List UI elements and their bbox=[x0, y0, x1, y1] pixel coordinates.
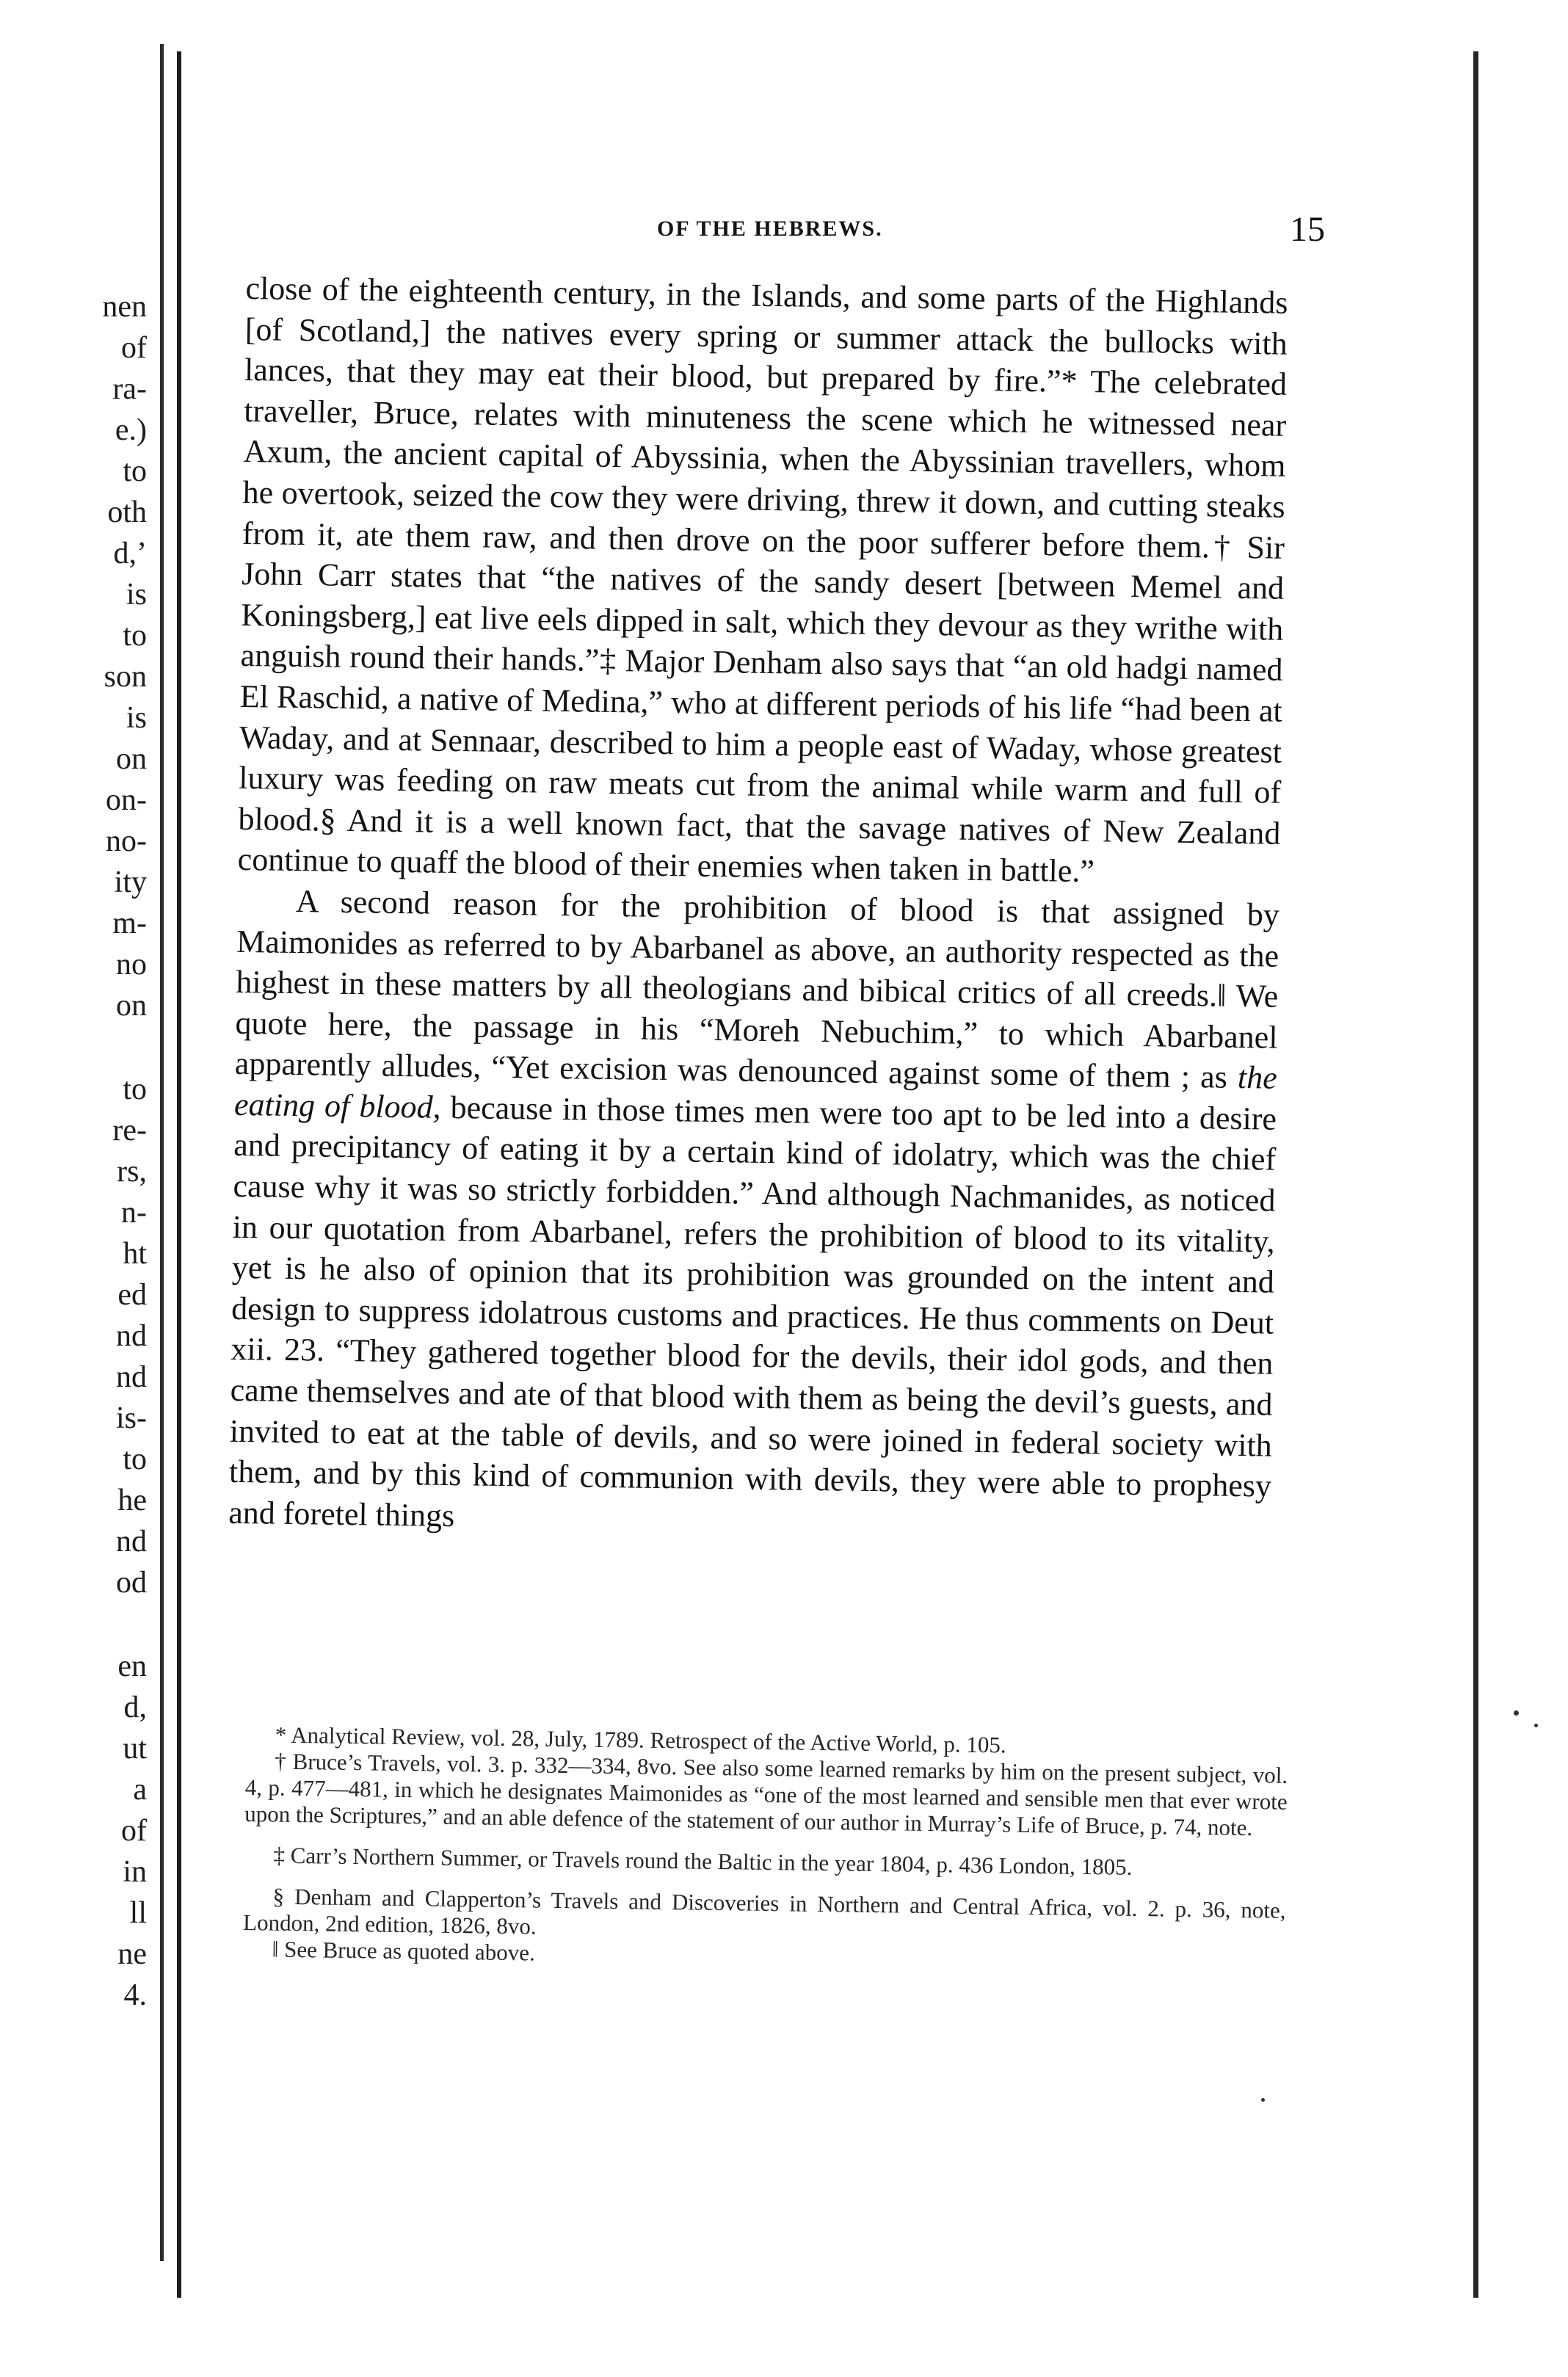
italic-phrase: the eating of blood, bbox=[233, 1059, 1278, 1125]
footnote: * Analytical Review, vol. 28, July, 1789. Retrospect of the Active World, p. 105. bbox=[275, 1721, 1006, 1758]
left-page-fragment: 4. bbox=[123, 1978, 147, 2012]
left-page-fragment: d, bbox=[123, 1691, 147, 1724]
left-page-fragment: no- bbox=[106, 824, 147, 858]
left-page-fragment: no bbox=[116, 948, 147, 981]
footnote: † Bruce’s Travels, vol. 3. p. 332—334, 8vo. See also some learned remarks by him on the present subject, vol. 4, p. 477—481, in which he designates Maimonides as “one of the most learned and sensible men that ever wrote upon the Scriptures,” and an able defence of the statement of our author in Murray’s Life of Bruce, p. 74, note. bbox=[244, 1748, 1288, 1841]
footnote: § Denham and Clapperton’s Travels and Discoveries in Northern and Central Africa, vol. 2. p. 36, note, London, 2nd edition, 1826, 8vo. bbox=[242, 1883, 1286, 1939]
left-page-fragment: to bbox=[123, 1073, 147, 1106]
left-page-fragment: n- bbox=[121, 1196, 147, 1230]
paragraph: close of the eighteenth century, in the Islands, and some parts of the Highlands [of Scotland,] the natives every spring or summer attack the bullocks with lances, that they may eat their blood, but prepared by fire.”* The celebrated traveller, Bruce, relates with minuteness the scene which he witnessed near Axum, the ancient capital of Abyssinia, when the Abyssinian travellers, whom he overtook, seized the cow they were driving, threw it down, and cutting steaks from it, ate them raw, and then drove on the poor sufferer before them.† Sir John Carr states that “the natives of the sandy desert [between Memel and Koningsberg,] eat live eels dipped in salt, which they devour as they writhe with anguish round their hands.”‡ Major Denham also says that “an old hadgi named El Raschid, a native of Medina,” who at different periods of his life “had been at Waday, and at Sennaar, described to him a people east of Waday, whose greatest luxury was feeding on raw meats cut from the animal while warm and full of blood.§ And it is a well known fact, that the savage natives of New Zealand continue to quaff the blood of their enemies when taken in battle.” bbox=[237, 269, 1288, 890]
main-text bbox=[228, 268, 1288, 1547]
left-page-fragment: ed bbox=[117, 1278, 147, 1312]
scan-speck bbox=[1514, 1710, 1519, 1716]
left-page-fragment: rs, bbox=[117, 1155, 147, 1188]
left-page-fragment: d,’ bbox=[113, 537, 147, 570]
left-page-fragment: ht bbox=[123, 1237, 147, 1271]
left-page-fragment: he bbox=[117, 1484, 147, 1517]
left-page-fragment: in bbox=[123, 1855, 147, 1889]
scan-speck bbox=[1534, 1724, 1538, 1727]
left-page-fragment: m- bbox=[112, 907, 147, 940]
scan-speck bbox=[1261, 2098, 1265, 2102]
left-page-fragment: ity bbox=[114, 865, 147, 899]
left-page-fragment: oth bbox=[107, 496, 147, 529]
left-page-fragment: nd bbox=[116, 1525, 147, 1558]
left-page-fragment: is- bbox=[116, 1401, 147, 1435]
left-page-fragment: is bbox=[126, 578, 147, 612]
left-page-fragment: e.) bbox=[115, 413, 147, 447]
left-page-fragment: of bbox=[121, 331, 147, 365]
page-number: 15 bbox=[1290, 210, 1325, 249]
left-page-fragment: re- bbox=[112, 1114, 147, 1147]
left-page-fragment: of bbox=[121, 1814, 147, 1848]
left-page-fragment: to bbox=[123, 1442, 147, 1476]
left-page-fragment: on- bbox=[106, 783, 147, 817]
left-page-fragment: is bbox=[126, 701, 147, 735]
left-page-fragment: on bbox=[116, 989, 147, 1023]
left-page-fragment: od bbox=[116, 1566, 147, 1600]
footnote: ‡ Carr’s Northern Summer, or Travels round the Baltic in the year 1804, p. 436 London, 1805. bbox=[273, 1842, 1133, 1880]
paragraph-text: A second reason for the prohibition of blood is that assigned by Maimonides as referred to by Abarbanel as above, an authority respected as the highest in these matters by all theologians and bibical critics of all creeds.‖ We quote here, the passage in his “Moreh Nebuchim,” to which Abarbanel apparently alludes, “Yet excision was denounced against some of them ; as bbox=[234, 882, 1280, 1096]
footnote: ‖ See Bruce as quoted above. bbox=[272, 1936, 536, 1966]
left-page-fragment: to bbox=[123, 454, 147, 488]
left-page-fragment: to bbox=[123, 619, 147, 653]
left-page-edge bbox=[0, 44, 164, 2261]
left-page-fragment: nen bbox=[102, 290, 147, 324]
left-page-fragment: ut bbox=[123, 1732, 147, 1765]
paragraph-text: because in those times men were too apt to be led into a desire and precipitancy of eating it by a certain kind of idolatry, which was the chief cause why it was so strictly forbidden.” And although Nachmanides, as noticed in our quotation from Abarbanel, refers the prohibition of blood to its vitality, yet is he also of opinion that its prohibition was grounded on the intent and design to suppress idolatrous customs and practices. He thus comments on Deut xii. 23. “They gathered together blood for the devils, their idol gods, and then came themselves and ate of that blood with them as being the devil’s guests, and invited to eat at the table of devils, and so were joined in federal society with them, and by this kind of communion with devils, they were able to prophesy and foretel things bbox=[228, 1089, 1277, 1534]
left-page-fragment: a bbox=[133, 1773, 147, 1807]
paragraph bbox=[228, 880, 1280, 1547]
footnotes bbox=[242, 1721, 1288, 1977]
left-page-fragment: ll bbox=[129, 1896, 147, 1930]
left-page-fragment: nd bbox=[116, 1319, 147, 1353]
left-page-fragment: en bbox=[117, 1650, 147, 1683]
left-page-fragment: ne bbox=[117, 1937, 147, 1971]
running-header bbox=[246, 209, 1325, 261]
running-title: OF THE HEBREWS. bbox=[657, 217, 883, 241]
left-page-fragment: ra- bbox=[112, 372, 147, 406]
left-page-fragment: nd bbox=[116, 1360, 147, 1394]
left-page-text-fragments bbox=[0, 286, 147, 2016]
left-page-fragment: son bbox=[104, 660, 147, 694]
book-gutter bbox=[164, 29, 177, 2290]
left-page-fragment: on bbox=[116, 742, 147, 776]
